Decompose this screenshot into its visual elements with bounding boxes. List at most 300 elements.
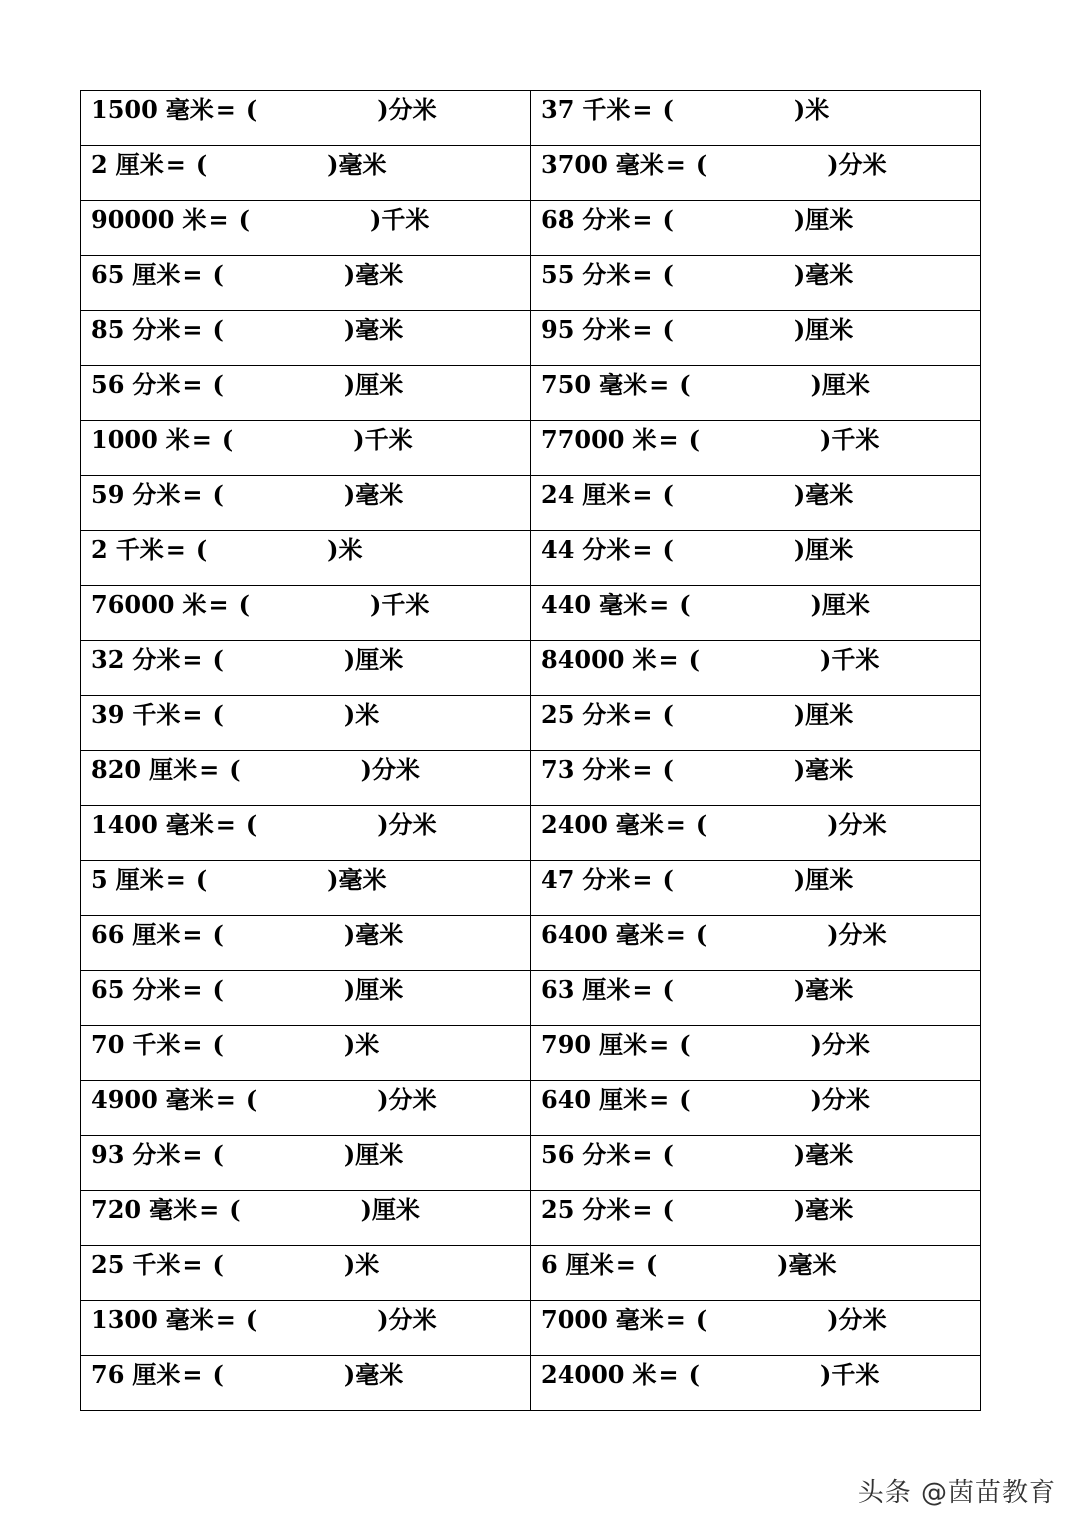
target-unit: 毫米 (355, 1360, 404, 1389)
equals-sign: = (649, 590, 670, 619)
open-paren: ( (195, 150, 208, 179)
close-paren: ) (327, 150, 339, 179)
equals-sign: = (632, 755, 653, 784)
quantity-value: 56 (541, 1140, 575, 1169)
conversion-problem-cell (531, 696, 981, 751)
table-row (81, 146, 981, 201)
open-paren: ( (662, 1140, 674, 1169)
source-unit: 分米 (582, 205, 631, 234)
source-unit: 毫米 (615, 810, 664, 839)
quantity-value: 70 (91, 1030, 125, 1059)
quantity-value: 66 (91, 920, 125, 949)
open-paren: ( (662, 95, 674, 124)
quantity-value: 1500 (91, 95, 158, 124)
source-unit: 分米 (132, 480, 181, 509)
close-paren: ) (827, 1305, 839, 1334)
equals-sign: = (182, 700, 203, 729)
open-paren: ( (195, 535, 208, 564)
quantity-value: 32 (91, 645, 125, 674)
equals-sign: = (182, 975, 203, 1004)
table-row (81, 311, 981, 366)
target-unit: 米 (355, 1030, 380, 1059)
conversion-problem-cell (81, 201, 531, 256)
open-paren: ( (212, 260, 224, 289)
conversion-problem-cell (81, 1356, 531, 1411)
conversion-problem-cell (81, 91, 531, 146)
conversion-problem-cell (531, 421, 981, 476)
close-paren: ) (793, 865, 806, 894)
close-paren: ) (343, 1360, 356, 1389)
close-paren: ) (819, 645, 832, 674)
table-row (81, 1026, 981, 1081)
table-row (81, 201, 981, 256)
conversion-worksheet-table (80, 90, 981, 1411)
open-paren: ( (662, 700, 674, 729)
target-unit: 分米 (388, 1305, 437, 1334)
table-row (81, 971, 981, 1026)
conversion-problem-cell (531, 1301, 981, 1356)
quantity-value: 5 (91, 865, 108, 894)
target-unit: 分米 (838, 810, 887, 839)
target-unit: 米 (805, 95, 830, 124)
conversion-problem-cell (531, 1136, 981, 1191)
close-paren: ) (810, 370, 822, 399)
close-paren: ) (377, 1305, 389, 1334)
conversion-problem-cell (81, 1301, 531, 1356)
quantity-value: 65 (91, 975, 125, 1004)
source-unit: 毫米 (165, 1305, 214, 1334)
conversion-problem-cell (531, 366, 981, 421)
open-paren: ( (212, 1360, 224, 1389)
table-row (81, 751, 981, 806)
source-unit: 分米 (132, 370, 181, 399)
conversion-problem-cell (531, 806, 981, 861)
quantity-value: 85 (91, 315, 125, 344)
source-unit: 千米 (132, 1030, 181, 1059)
equals-sign: = (182, 1250, 203, 1279)
equals-sign: = (649, 1085, 670, 1114)
target-unit: 毫米 (805, 975, 854, 1004)
conversion-problem-cell (81, 1246, 531, 1301)
target-unit: 分米 (821, 1030, 870, 1059)
target-unit: 毫米 (805, 260, 854, 289)
source-unit: 米 (632, 645, 657, 674)
open-paren: ( (212, 645, 224, 674)
target-unit: 分米 (371, 755, 420, 784)
open-paren: ( (212, 370, 224, 399)
source-unit: 厘米 (565, 1250, 614, 1279)
conversion-problem-cell (531, 1026, 981, 1081)
source-unit: 分米 (582, 865, 631, 894)
conversion-problem-cell (531, 1081, 981, 1136)
equals-sign: = (182, 1360, 203, 1389)
target-unit: 毫米 (338, 150, 387, 179)
conversion-problem-cell (81, 1191, 531, 1246)
target-unit: 厘米 (805, 535, 854, 564)
conversion-problem-cell (81, 751, 531, 806)
conversion-problem-cell (531, 861, 981, 916)
source-unit: 分米 (582, 535, 631, 564)
target-unit: 米 (338, 535, 363, 564)
table-row (81, 1356, 981, 1411)
equals-sign: = (182, 920, 203, 949)
source-unit: 米 (632, 425, 657, 454)
conversion-problem-cell (531, 476, 981, 531)
target-unit: 分米 (388, 95, 437, 124)
close-paren: ) (827, 810, 839, 839)
source-unit: 千米 (132, 700, 181, 729)
close-paren: ) (343, 1250, 356, 1279)
conversion-problem-cell (81, 256, 531, 311)
open-paren: ( (688, 645, 700, 674)
conversion-problem-cell (81, 366, 531, 421)
equals-sign: = (165, 150, 186, 179)
open-paren: ( (212, 975, 224, 1004)
target-unit: 毫米 (355, 260, 404, 289)
source-unit: 毫米 (615, 920, 664, 949)
quantity-value: 2 (91, 150, 108, 179)
target-unit: 厘米 (805, 865, 854, 894)
close-paren: ) (793, 260, 806, 289)
target-unit: 分米 (838, 1305, 887, 1334)
target-unit: 厘米 (355, 1140, 404, 1169)
source-unit: 千米 (132, 1250, 181, 1279)
target-unit: 毫米 (355, 480, 404, 509)
conversion-problem-cell (81, 1081, 531, 1136)
open-paren: ( (245, 95, 258, 124)
target-unit: 厘米 (355, 975, 404, 1004)
open-paren: ( (662, 865, 674, 894)
open-paren: ( (679, 1030, 691, 1059)
quantity-value: 95 (541, 315, 575, 344)
equals-sign: = (632, 480, 653, 509)
source-unit: 厘米 (115, 865, 164, 894)
equals-sign: = (632, 95, 653, 124)
source-unit: 米 (165, 425, 190, 454)
close-paren: ) (343, 370, 356, 399)
open-paren: ( (662, 535, 674, 564)
target-unit: 分米 (388, 1085, 437, 1114)
open-paren: ( (645, 1250, 658, 1279)
conversion-problem-cell (531, 91, 981, 146)
target-unit: 毫米 (805, 755, 854, 784)
source-unit: 分米 (582, 260, 631, 289)
close-paren: ) (360, 1195, 372, 1224)
open-paren: ( (229, 1195, 241, 1224)
target-unit: 厘米 (805, 205, 854, 234)
close-paren: ) (343, 920, 356, 949)
equals-sign: = (632, 975, 653, 1004)
open-paren: ( (688, 425, 700, 454)
open-paren: ( (229, 755, 241, 784)
open-paren: ( (238, 205, 250, 234)
open-paren: ( (695, 810, 708, 839)
target-unit: 分米 (388, 810, 437, 839)
conversion-problem-cell (81, 586, 531, 641)
quantity-value: 25 (541, 700, 575, 729)
quantity-value: 720 (91, 1195, 142, 1224)
equals-sign: = (632, 1140, 653, 1169)
quantity-value: 1000 (91, 425, 158, 454)
quantity-value: 24 (541, 480, 575, 509)
conversion-problem-cell (81, 1136, 531, 1191)
source-unit: 毫米 (165, 95, 214, 124)
target-unit: 毫米 (355, 920, 404, 949)
quantity-value: 3700 (541, 150, 608, 179)
equals-sign: = (632, 535, 653, 564)
source-unit: 毫米 (165, 810, 214, 839)
target-unit: 毫米 (805, 1140, 854, 1169)
source-unit: 厘米 (115, 150, 164, 179)
open-paren: ( (662, 315, 674, 344)
open-paren: ( (245, 1085, 258, 1114)
conversion-problem-cell (531, 641, 981, 696)
open-paren: ( (212, 700, 224, 729)
equals-sign: = (182, 1030, 203, 1059)
open-paren: ( (245, 810, 258, 839)
quantity-value: 39 (91, 700, 125, 729)
equals-sign: = (208, 205, 229, 234)
equals-sign: = (182, 480, 203, 509)
close-paren: ) (343, 645, 356, 674)
quantity-value: 76 (91, 1360, 125, 1389)
equals-sign: = (182, 315, 203, 344)
equals-sign: = (165, 535, 186, 564)
table-row (81, 641, 981, 696)
quantity-value: 820 (91, 755, 142, 784)
target-unit: 米 (355, 1250, 380, 1279)
equals-sign: = (215, 95, 236, 124)
close-paren: ) (327, 865, 339, 894)
close-paren: ) (819, 425, 832, 454)
quantity-value: 6 (541, 1250, 558, 1279)
source-unit: 厘米 (582, 480, 631, 509)
close-paren: ) (343, 700, 356, 729)
conversion-problem-cell (531, 531, 981, 586)
target-unit: 厘米 (821, 590, 870, 619)
conversion-problem-cell (531, 751, 981, 806)
target-unit: 千米 (381, 205, 430, 234)
close-paren: ) (343, 1030, 356, 1059)
conversion-problem-cell (531, 201, 981, 256)
source-unit: 千米 (582, 95, 631, 124)
open-paren: ( (238, 590, 250, 619)
source-unit: 毫米 (149, 1195, 198, 1224)
target-unit: 厘米 (355, 645, 404, 674)
source-unit: 厘米 (132, 1360, 181, 1389)
open-paren: ( (688, 1360, 700, 1389)
quantity-value: 65 (91, 260, 125, 289)
target-unit: 分米 (838, 920, 887, 949)
open-paren: ( (695, 920, 708, 949)
open-paren: ( (662, 205, 674, 234)
open-paren: ( (195, 865, 208, 894)
target-unit: 分米 (838, 150, 887, 179)
target-unit: 厘米 (805, 700, 854, 729)
equals-sign: = (182, 370, 203, 399)
table-row (81, 1136, 981, 1191)
quantity-value: 84000 (541, 645, 625, 674)
equals-sign: = (665, 810, 686, 839)
equals-sign: = (182, 1140, 203, 1169)
equals-sign: = (199, 1195, 220, 1224)
quantity-value: 77000 (541, 425, 625, 454)
close-paren: ) (793, 315, 806, 344)
target-unit: 毫米 (805, 1195, 854, 1224)
table-row (81, 91, 981, 146)
quantity-value: 440 (541, 590, 592, 619)
quantity-value: 790 (541, 1030, 592, 1059)
conversion-problem-cell (81, 861, 531, 916)
equals-sign: = (191, 425, 212, 454)
table-row (81, 476, 981, 531)
conversion-problem-cell (531, 1246, 981, 1301)
table-row (81, 1191, 981, 1246)
open-paren: ( (679, 1085, 691, 1114)
table-row (81, 1246, 981, 1301)
source-unit: 分米 (132, 315, 181, 344)
equals-sign: = (658, 425, 679, 454)
conversion-problem-cell (81, 971, 531, 1026)
source-unit: 毫米 (599, 590, 648, 619)
conversion-problem-cell (81, 476, 531, 531)
source-unit: 分米 (582, 1195, 631, 1224)
worksheet-body (81, 91, 981, 1411)
quantity-value: 68 (541, 205, 575, 234)
target-unit: 毫米 (788, 1250, 837, 1279)
source-unit: 分米 (582, 1140, 631, 1169)
close-paren: ) (777, 1250, 789, 1279)
conversion-problem-cell (531, 971, 981, 1026)
quantity-value: 73 (541, 755, 575, 784)
quantity-value: 37 (541, 95, 575, 124)
equals-sign: = (632, 205, 653, 234)
open-paren: ( (662, 260, 674, 289)
source-unit: 毫米 (599, 370, 648, 399)
open-paren: ( (212, 1030, 224, 1059)
close-paren: ) (810, 1030, 822, 1059)
target-unit: 厘米 (371, 1195, 420, 1224)
quantity-value: 47 (541, 865, 575, 894)
close-paren: ) (793, 755, 806, 784)
source-unit: 毫米 (615, 150, 664, 179)
equals-sign: = (632, 315, 653, 344)
equals-sign: = (632, 1195, 653, 1224)
close-paren: ) (819, 1360, 832, 1389)
target-unit: 毫米 (355, 315, 404, 344)
source-unit: 毫米 (165, 1085, 214, 1114)
conversion-problem-cell (81, 146, 531, 201)
quantity-value: 93 (91, 1140, 125, 1169)
open-paren: ( (679, 590, 691, 619)
table-row (81, 1301, 981, 1356)
source-unit: 毫米 (615, 1305, 664, 1334)
conversion-problem-cell (531, 586, 981, 641)
source-unit: 厘米 (582, 975, 631, 1004)
target-unit: 厘米 (355, 370, 404, 399)
table-row (81, 586, 981, 641)
source-unit: 分米 (132, 645, 181, 674)
close-paren: ) (369, 205, 382, 234)
watermark: 头条 @茵苗教育 (857, 1478, 1056, 1508)
close-paren: ) (360, 755, 372, 784)
equals-sign: = (658, 1360, 679, 1389)
quantity-value: 25 (541, 1195, 575, 1224)
open-paren: ( (212, 315, 224, 344)
source-unit: 分米 (132, 1140, 181, 1169)
close-paren: ) (377, 810, 389, 839)
source-unit: 米 (632, 1360, 657, 1389)
equals-sign: = (215, 1085, 236, 1114)
open-paren: ( (245, 1305, 258, 1334)
open-paren: ( (212, 480, 224, 509)
equals-sign: = (632, 260, 653, 289)
source-unit: 千米 (115, 535, 164, 564)
close-paren: ) (793, 975, 806, 1004)
target-unit: 毫米 (805, 480, 854, 509)
close-paren: ) (353, 425, 365, 454)
source-unit: 米 (182, 590, 207, 619)
conversion-problem-cell (81, 311, 531, 366)
close-paren: ) (810, 590, 822, 619)
close-paren: ) (793, 700, 806, 729)
close-paren: ) (793, 95, 806, 124)
quantity-value: 25 (91, 1250, 125, 1279)
quantity-value: 63 (541, 975, 575, 1004)
source-unit: 分米 (582, 700, 631, 729)
table-row (81, 861, 981, 916)
equals-sign: = (665, 150, 686, 179)
close-paren: ) (377, 1085, 389, 1114)
equals-sign: = (215, 1305, 236, 1334)
table-row (81, 1081, 981, 1136)
equals-sign: = (615, 1250, 636, 1279)
close-paren: ) (327, 535, 339, 564)
table-row (81, 696, 981, 751)
source-unit: 厘米 (132, 920, 181, 949)
close-paren: ) (343, 975, 356, 1004)
table-row (81, 256, 981, 311)
open-paren: ( (695, 150, 708, 179)
conversion-problem-cell (81, 696, 531, 751)
quantity-value: 44 (541, 535, 575, 564)
quantity-value: 2400 (541, 810, 608, 839)
equals-sign: = (649, 370, 670, 399)
conversion-problem-cell (81, 916, 531, 971)
target-unit: 厘米 (821, 370, 870, 399)
close-paren: ) (827, 920, 839, 949)
conversion-problem-cell (81, 806, 531, 861)
conversion-problem-cell (531, 256, 981, 311)
table-row (81, 916, 981, 971)
close-paren: ) (343, 1140, 356, 1169)
equals-sign: = (199, 755, 220, 784)
conversion-problem-cell (531, 1356, 981, 1411)
close-paren: ) (793, 1140, 806, 1169)
quantity-value: 6400 (541, 920, 608, 949)
equals-sign: = (632, 865, 653, 894)
open-paren: ( (662, 1195, 674, 1224)
target-unit: 千米 (381, 590, 430, 619)
quantity-value: 4900 (91, 1085, 158, 1114)
close-paren: ) (793, 480, 806, 509)
conversion-problem-cell (81, 531, 531, 586)
source-unit: 分米 (582, 315, 631, 344)
open-paren: ( (221, 425, 234, 454)
quantity-value: 76000 (91, 590, 175, 619)
source-unit: 米 (182, 205, 207, 234)
conversion-problem-cell (81, 1026, 531, 1081)
